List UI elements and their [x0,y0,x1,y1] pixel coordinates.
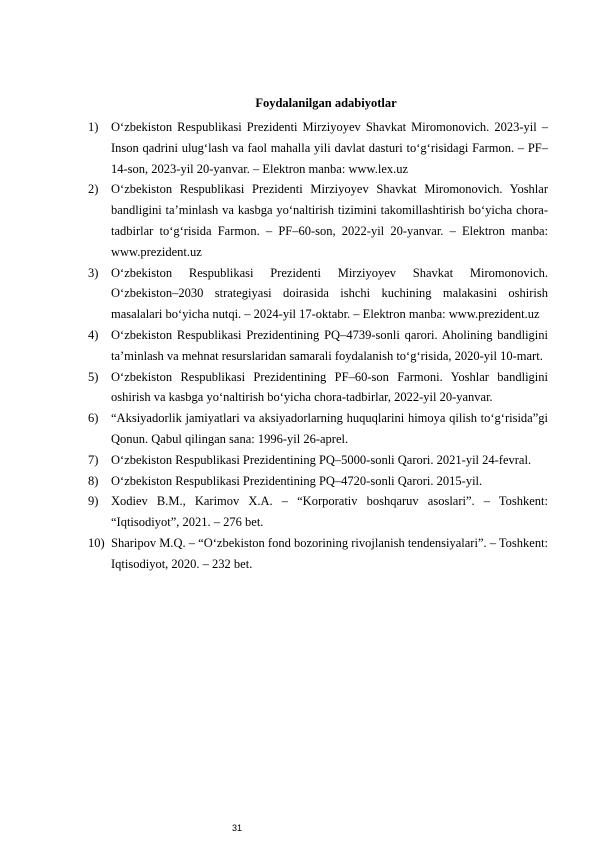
reference-text: O‘zbekiston Respublikasi Prezidentining PQ–4720-sonli Qarori. 2015-yil. [111,473,483,488]
page-title: Foydalanilgan adabiyotlar [255,96,397,110]
reference-number: 6) [88,411,99,426]
reference-number: 8) [88,473,99,488]
reference-number: 3) [88,265,99,280]
reference-number: 9) [88,494,99,509]
reference-text: O‘zbekiston Respublikasi Prezidenti Mirziyoyev Shavkat Miromonovich. Yoshlar bandligini ta’minlash va kasbga yo‘naltirish tizimini takomillashtirish bo‘yicha chora-tadbirlar to‘g‘risida Farmon. – PF–60-son, 2022-yil 20-yanvar. – Elektron manba: www.prezident.uz [111,182,548,259]
reference-item [88,367,548,409]
reference-number: 10) [88,535,105,550]
reference-number: 1) [88,120,99,134]
reference-item [88,491,548,533]
page-number: 31 [231,823,242,833]
reference-item [88,533,548,575]
reference-text: O‘zbekiston Respublikasi Prezidenti Mirziyoyev Shavkat Miromonovich. 2023-yil – Inson qadrini ulug‘lash va faol mahalla yili davlat dasturi to‘g‘risidagi Farmon. – PF–14-son, 2023-yil 20-yanvar. – Elektron manba: www.lex.uz [111,120,548,176]
reference-item [88,179,548,262]
reference-number: 7) [88,452,99,467]
reference-number: 2) [88,182,99,197]
reference-text: O‘zbekiston Respublikasi Prezidentining PQ–4739-sonli qarori. Aholining bandligini ta’minlash va mehnat resurslaridan samarali foydalanish to‘g‘risida, 2020-yil 10-mart. [111,327,548,363]
reference-list [88,117,548,575]
reference-item [88,471,548,492]
reference-item [88,450,548,471]
reference-text: “Aksiyadorlik jamiyatlari va aksiyadorlarning huquqlarini himoya qilish to‘g‘risida”gi Qonun. Qabul qilingan sana: 1996-yil 26-aprel. [111,411,548,446]
reference-text: O‘zbekiston Respublikasi Prezidentining PQ–5000-sonli Qarori. 2021-yil 24-fevral. [111,452,532,467]
reference-item [88,117,548,179]
reference-text: Xodiev B.M., Karimov X.A. – “Korporativ boshqaruv asoslari”. – Toshkent: “Iqtisodiyot”, 2021. – 276 bet. [111,494,548,530]
reference-number: 4) [88,327,99,342]
reference-item [88,408,548,450]
reference-text: Sharipov M.Q. – “O‘zbekiston fond bozorining rivojlanish tendensiyalari”. – Toshkent: Iqtisodiyot, 2020. – 232 bet. [111,535,549,571]
reference-text: O‘zbekiston Respublikasi Prezidenti Mirziyoyev Shavkat Miromonovich. O‘zbekiston–2030 strategiyasi doirasida ishchi kuchining malakasini oshirish masalalari bo‘yicha nutqi. – 2024-yil 17-oktabr. – Elektron manba: www.prezident.uz [111,265,548,322]
reference-number: 5) [88,369,99,384]
reference-item [88,263,548,325]
reference-text: O‘zbekiston Respublikasi Prezidentining PF–60-son Farmoni. Yoshlar bandligini oshirish va kasbga yo‘naltirish bo‘yicha chora-tadbirlar, 2022-yil 20-yanvar. [111,369,548,405]
reference-item [88,325,548,367]
